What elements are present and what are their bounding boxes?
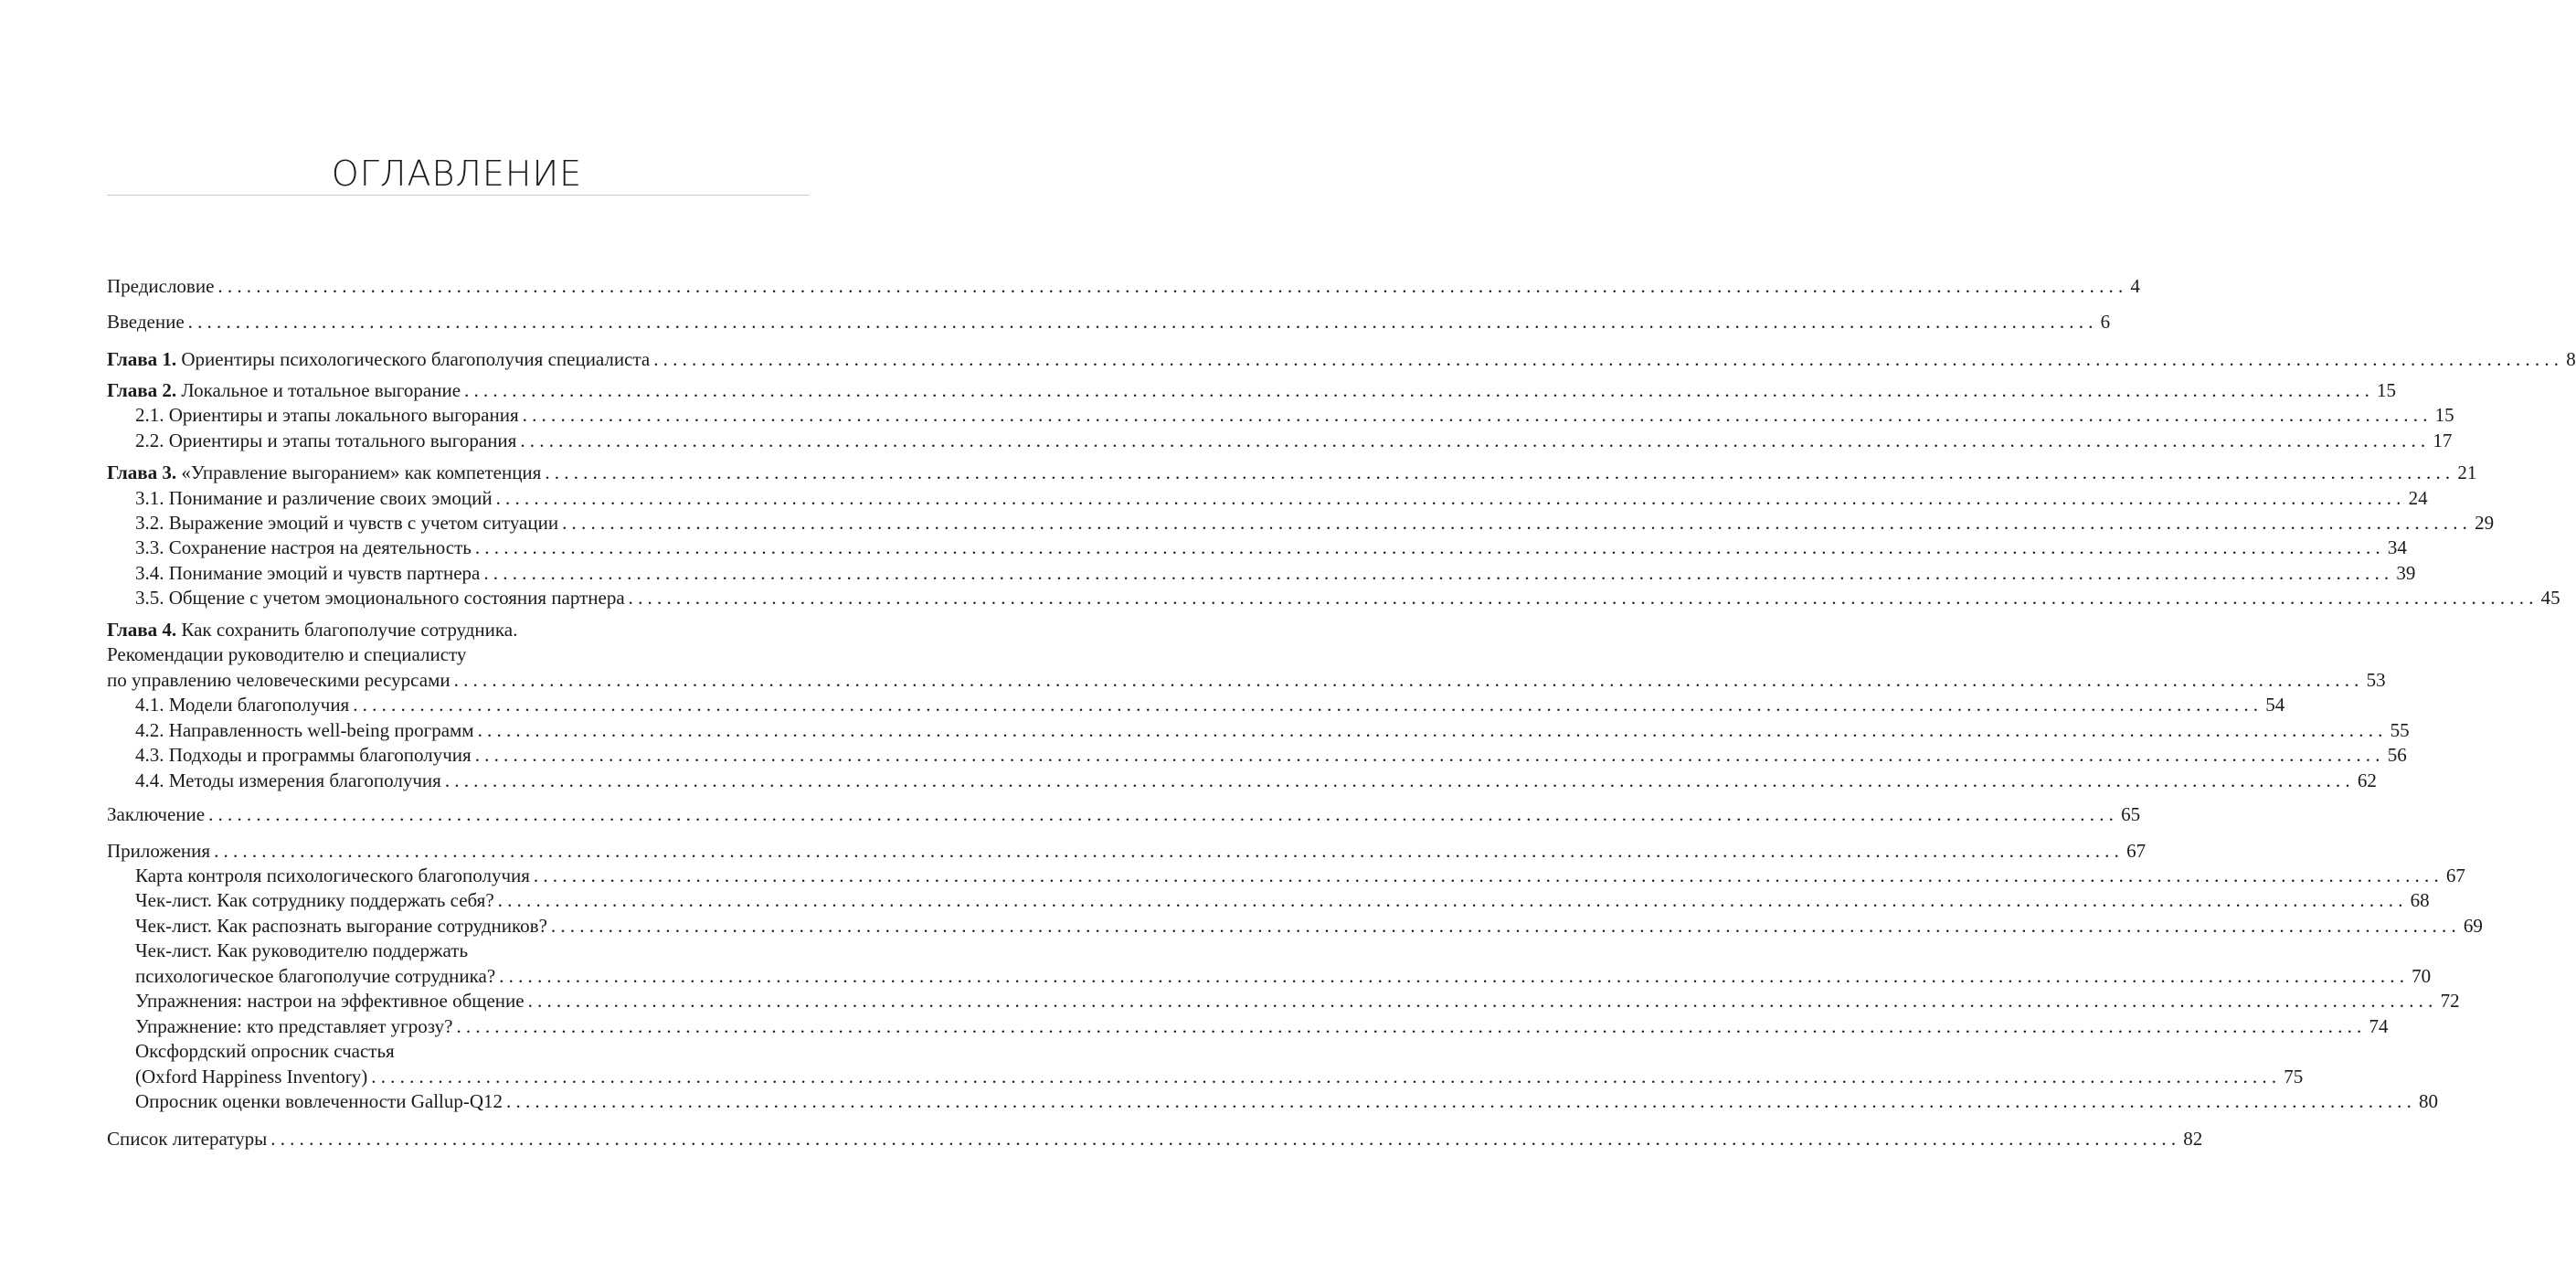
toc-entry-text: Чек-лист. Как руководителю поддержать (135, 939, 469, 961)
page-number: 65 (2121, 803, 2141, 825)
toc-entry-title (107, 839, 210, 863)
toc-entry-title (107, 310, 185, 334)
toc-entry[interactable] (135, 1039, 809, 1063)
toc-entry[interactable] (107, 802, 2141, 826)
dot-leader: ........................................................................................................................................................................................................ (474, 744, 2385, 766)
dot-leader: ........................................................................................................................................................................................................ (444, 769, 2355, 791)
toc-entry-text: 4.3. Подходы и программы благополучия (135, 744, 472, 766)
toc-entry-title (135, 888, 494, 912)
chapter-number: Глава 4. (107, 619, 177, 641)
toc-entry-text: Ориентиры психологического благополучия специалиста (176, 348, 651, 370)
dot-leader: ........................................................................................................................................................................................................ (499, 965, 2410, 987)
toc-entry[interactable] (107, 347, 2576, 371)
toc-entry-text: 3.1. Понимание и различение своих эмоций (135, 487, 493, 509)
toc-entry-text: 2.1. Ориентиры и этапы локального выгорания (135, 404, 519, 426)
toc-entry[interactable] (135, 964, 2432, 988)
page-number: 53 (2366, 669, 2386, 691)
toc-entry-text: 4.4. Методы измерения благополучия (135, 769, 441, 791)
toc-entry[interactable] (135, 536, 2407, 559)
page-number: 4 (2130, 275, 2140, 297)
toc-entry-title (107, 274, 214, 298)
chapter-number: Глава 3. (107, 461, 177, 483)
toc-entry-title (135, 989, 525, 1013)
toc-entry[interactable] (135, 888, 2430, 912)
toc-entry-text: Упражнение: кто представляет угрозу? (135, 1015, 453, 1037)
toc-entry[interactable] (107, 618, 809, 642)
toc-entry[interactable] (135, 864, 2465, 887)
toc-entry-title (107, 668, 451, 692)
page-number: 68 (2410, 889, 2430, 911)
dot-leader: ........................................................................................................................................................................................................ (497, 889, 2408, 911)
page-number: 82 (2183, 1128, 2203, 1150)
toc-entry[interactable] (135, 511, 2495, 535)
toc-entry[interactable] (135, 486, 2428, 510)
toc-entry-title (135, 561, 480, 585)
toc-entry-text: Чек-лист. Как распознать выгорание сотрудников? (135, 915, 547, 937)
page-number: 72 (2440, 990, 2460, 1012)
toc-entry-title (135, 536, 472, 559)
page-number: 15 (2377, 379, 2397, 401)
toc-entry-title (107, 347, 650, 371)
toc-entry-title (135, 1089, 503, 1113)
toc-entry[interactable] (135, 769, 2377, 792)
dot-leader: ........................................................................................................................................................................................................ (477, 719, 2388, 741)
toc-entry[interactable] (135, 403, 2454, 427)
dot-leader: ........................................................................................................................................................................................................ (214, 840, 2125, 862)
toc-entry[interactable] (107, 839, 2147, 863)
dot-leader: ........................................................................................................................................................................................................ (353, 694, 2263, 716)
toc-entry[interactable] (107, 378, 2397, 402)
page-number: 67 (2445, 865, 2465, 886)
toc-entry[interactable] (135, 1065, 2304, 1088)
dot-leader: ........................................................................................................................................................................................................ (520, 430, 2431, 451)
page-number: 75 (2284, 1066, 2304, 1087)
toc-entry-title (135, 586, 625, 610)
page-number: 54 (2265, 694, 2285, 716)
toc-entry-text: Введение (107, 311, 185, 333)
page-number: 74 (2369, 1015, 2389, 1037)
toc-entry-text: Список литературы (107, 1128, 268, 1150)
toc-entry[interactable] (135, 561, 2416, 585)
toc-entry-text: Приложения (107, 840, 211, 862)
dot-leader: ........................................................................................................................................................................................................ (550, 915, 2461, 937)
dot-leader: ........................................................................................................................................................................................................ (483, 562, 2394, 584)
dot-leader: ........................................................................................................................................................................................................ (506, 1090, 2417, 1112)
toc-entry-text: 3.2. Выражение эмоций и чувств с учетом ситуации (135, 512, 559, 534)
toc-entry[interactable] (135, 914, 2483, 938)
toc-entry-title (135, 864, 530, 887)
toc-entry-title (135, 743, 472, 767)
toc-entry-title (107, 642, 466, 666)
dot-leader: ........................................................................................................................................................................................................ (371, 1066, 2282, 1087)
toc-entry[interactable] (135, 743, 2407, 767)
page-number: 6 (2100, 311, 2111, 333)
dot-leader: ........................................................................................................................................................................................................ (522, 404, 2433, 426)
toc-entry-text: Локальное и тотальное выгорание (176, 379, 461, 401)
toc-entry[interactable] (135, 586, 2560, 610)
toc-entry-text: Опросник оценки вовлеченности Gallup-Q12 (135, 1090, 504, 1112)
dot-leader: ........................................................................................................................................................................................................ (208, 803, 2119, 825)
toc-entry-text: Рекомендации руководителю и специалисту (107, 643, 467, 665)
page-number: 21 (2457, 461, 2477, 483)
toc-entry-title (135, 939, 468, 962)
toc-entry[interactable] (107, 1127, 2203, 1151)
dot-leader: ........................................................................................................................................................................................................ (545, 461, 2455, 483)
page-number: 17 (2433, 430, 2453, 451)
page-number: 67 (2126, 840, 2147, 862)
title-divider (107, 195, 809, 196)
page-number: 62 (2357, 769, 2377, 791)
toc-entry[interactable] (107, 310, 2111, 334)
page-title: ОГЛАВЛЕНИЕ (331, 154, 583, 194)
toc-entry-text: 3.5. Общение с учетом эмоционального состояния партнера (135, 587, 625, 609)
dot-leader: ........................................................................................................................................................................................................ (653, 348, 2564, 370)
dot-leader: ........................................................................................................................................................................................................ (628, 587, 2539, 609)
page-number: 29 (2475, 512, 2495, 534)
page-number: 15 (2434, 404, 2454, 426)
toc-entry[interactable] (135, 718, 2410, 742)
toc-entry-title (135, 964, 495, 988)
chapter-number: Глава 1. (107, 348, 177, 370)
toc-entry-text: 4.1. Модели благополучия (135, 694, 350, 716)
toc-entry-text: 3.4. Понимание эмоций и чувств партнера (135, 562, 481, 584)
toc-entry-text: по управлению человеческими ресурсами (107, 669, 451, 691)
toc-entry[interactable] (107, 668, 2386, 692)
toc-entry-text: 2.2. Ориентиры и этапы тотального выгорания (135, 430, 517, 451)
dot-leader: ........................................................................................................................................................................................................ (453, 669, 2364, 691)
page-number: 45 (2540, 587, 2560, 609)
toc-entry-text: Карта контроля психологического благополучия (135, 865, 530, 886)
page-number: 39 (2396, 562, 2416, 584)
toc-entry-text: Заключение (107, 803, 206, 825)
toc-entry[interactable] (135, 939, 809, 962)
toc-entry-text: «Управление выгоранием» как компетенция (176, 461, 542, 483)
toc-entry-text: (Oxford Happiness Inventory) (135, 1066, 368, 1087)
dot-leader: ........................................................................................................................................................................................................ (495, 487, 2406, 509)
toc-entry-title (135, 403, 519, 427)
toc-entry[interactable] (135, 1014, 2389, 1038)
toc-entry-title (135, 1065, 367, 1088)
toc-entry-title (107, 618, 517, 642)
toc-entry-text: Чек-лист. Как сотруднику поддержать себя? (135, 889, 494, 911)
toc-entry-title (135, 718, 474, 742)
toc-entry-title (135, 511, 558, 535)
toc-entry-text: Предисловие (107, 275, 215, 297)
toc-entry[interactable] (107, 461, 2477, 484)
toc-entry[interactable] (107, 274, 2140, 298)
dot-leader: ........................................................................................................................................................................................................ (474, 536, 2385, 558)
toc-entry-title (135, 1039, 395, 1063)
toc-entry-text: Оксфордский опросник счастья (135, 1040, 395, 1062)
toc-entry[interactable] (107, 642, 809, 666)
dot-leader: ........................................................................................................................................................................................................ (562, 512, 2473, 534)
toc-entry-text: 4.2. Направленность well-being программ (135, 719, 474, 741)
dot-leader: ........................................................................................................................................................................................................ (270, 1128, 2181, 1150)
toc-entry-title (135, 429, 516, 452)
toc-entry-title (135, 1014, 452, 1038)
toc-entry-title (107, 1127, 267, 1151)
toc-entry-title (135, 914, 547, 938)
toc-entry-text: Упражнения: настрои на эффективное общение (135, 990, 525, 1012)
page-number: 70 (2412, 965, 2432, 987)
toc-entry[interactable] (135, 1089, 2439, 1113)
dot-leader: ........................................................................................................................................................................................................ (456, 1015, 2367, 1037)
page-number: 24 (2408, 487, 2428, 509)
toc-entry-text: Как сохранить благополучие сотрудника. (176, 619, 518, 641)
page-number: 80 (2419, 1090, 2439, 1112)
chapter-number: Глава 2. (107, 379, 177, 401)
dot-leader: ........................................................................................................................................................................................................ (464, 379, 2375, 401)
page-number: 34 (2387, 536, 2407, 558)
toc-entry[interactable] (135, 693, 2285, 716)
page-number: 55 (2390, 719, 2410, 741)
dot-leader: ........................................................................................................................................................................................................ (217, 275, 2128, 297)
toc-entry-title (135, 693, 349, 716)
toc-entry-title (135, 486, 493, 510)
page-number: 56 (2387, 744, 2407, 766)
toc-entry-title (107, 802, 205, 826)
dot-leader: ........................................................................................................................................................................................................ (187, 311, 2098, 333)
toc-entry-title (107, 378, 461, 402)
dot-leader: ........................................................................................................................................................................................................ (533, 865, 2443, 886)
toc-entry[interactable] (135, 989, 2460, 1013)
toc-entry-title (107, 461, 541, 484)
page-number: 8 (2566, 348, 2576, 370)
toc-entry-text: 3.3. Сохранение настроя на деятельность (135, 536, 472, 558)
dot-leader: ........................................................................................................................................................................................................ (527, 990, 2438, 1012)
toc-entry-title (135, 769, 441, 792)
toc-entry-text: психологическое благополучие сотрудника? (135, 965, 496, 987)
page-number: 69 (2463, 915, 2483, 937)
toc-entry[interactable] (135, 429, 2453, 452)
